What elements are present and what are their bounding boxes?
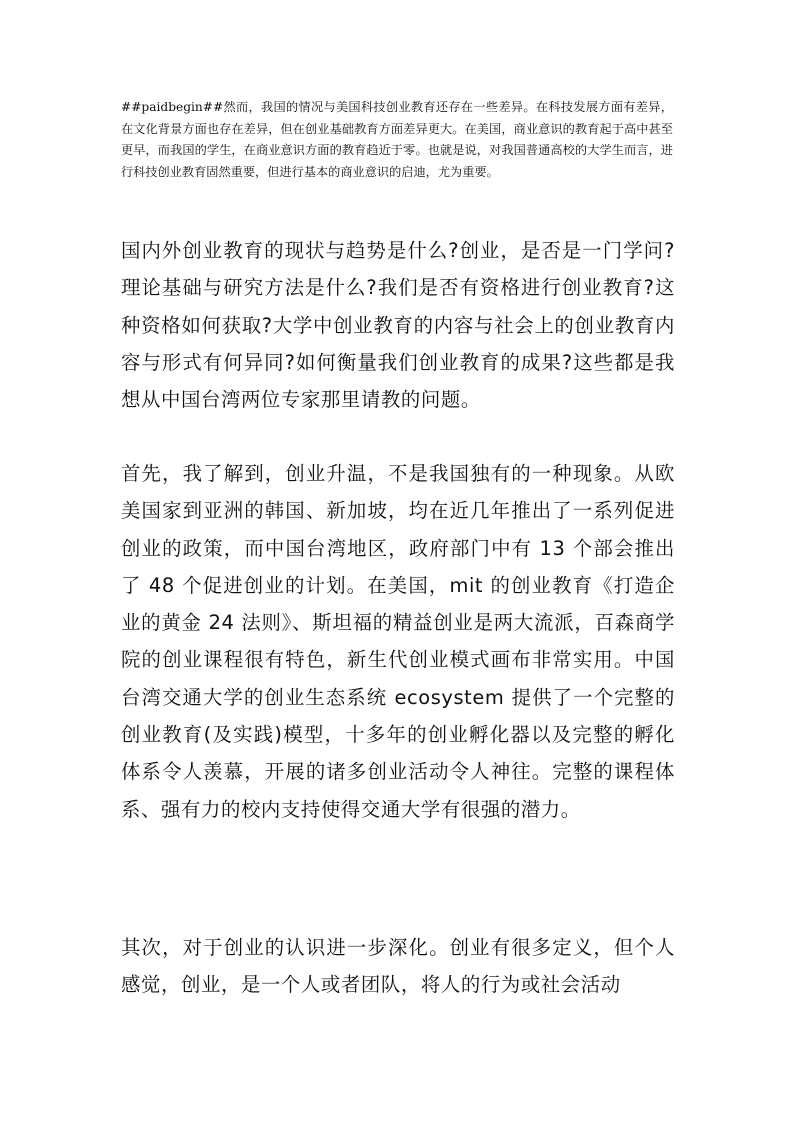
body-paragraph-1: 国内外创业教育的现状与趋势是什么?创业，是否是一门学问?理论基础与研究方法是什么?我们是否有资格进行创业教育?这种资格如何获取?大学中创业教育的内容与社会上的创业教育内容与形式有何异同?如何衡量我们创业教育的成果?这些都是我想从中国台湾两位专家那里请教的问题。 xyxy=(121,239,675,412)
body-paragraph-3: 其次，对于创业的认识进一步深化。创业有很多定义，但个人感觉，创业，是一个人或者团队，将人的行为或社会活动 xyxy=(121,936,675,997)
body-paragraph-2: 首先，我了解到，创业升温，不是我国独有的一种现象。从欧美国家到亚洲的韩国、新加坡，均在近几年推出了一系列促进创业的政策，而中国台湾地区，政府部门中有 13 个部会推出了 48 个促进创业的计划。在美国，mit 的创业教育《打造企业的黄金 24 法则》、斯坦福的精益创业是两大流派，百森商学院的创业课程很有特色，新生代创业模式画布非常实用。中国台湾交通大学的创业生态系统 ecosystem 提供了一个完整的创业教育(及实践)模型，十多年的创业孵化器以及完整的孵化体系令人羡慕，开展的诸多创业活动令人神往。完整的课程体系、强有力的校内支持使得交通大学有很强的潜力。 xyxy=(121,462,675,821)
intro-paragraph: ##paidbegin##然而，我国的情况与美国科技创业教育还存在一些差异。在科技发展方面有差异，在文化背景方面也存在差异，但在创业基础教育方面差异更大。在美国，商业意识的教育起于高中甚至更早，而我国的学生，在商业意识方面的教育趋近于零。也就是说，对我国普通高校的大学生而言，进行科技创业教育固然重要，但进行基本的商业意识的启迪，尤为重要。 xyxy=(121,100,673,179)
